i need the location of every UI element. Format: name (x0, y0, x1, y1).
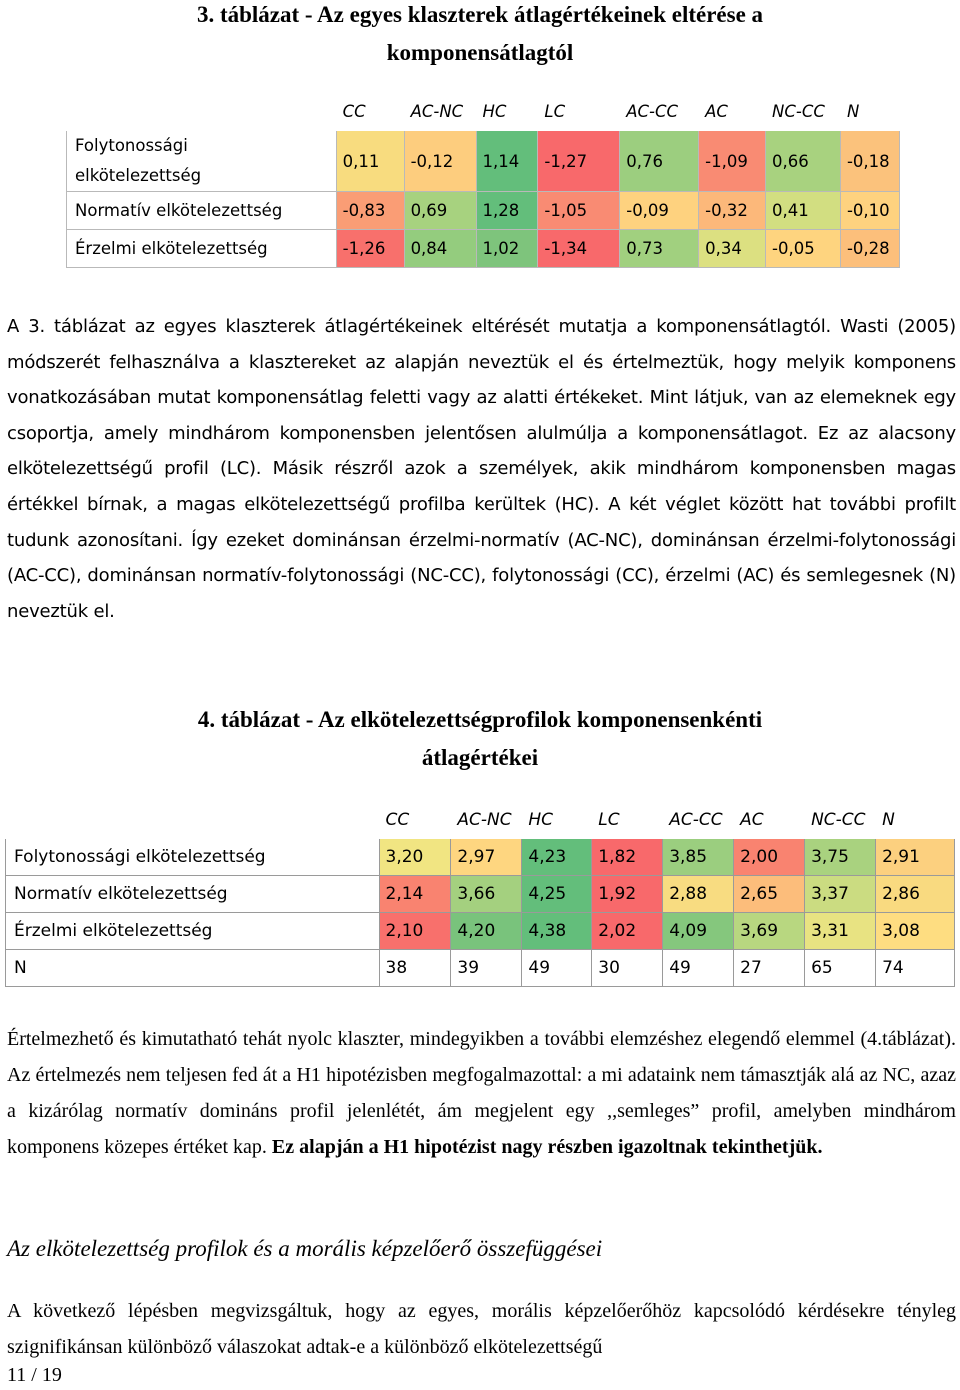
table4-row-label: Érzelmi elkötelezettség (6, 913, 380, 950)
table3-cell: 0,66 (766, 131, 841, 192)
table4-col-header: AC-NC (451, 802, 522, 839)
table4-title-line1: 4. táblázat - Az elkötelezettségprofilok komponensenkénti (197, 707, 763, 732)
table3-row-label-line1: Folytonossági (75, 136, 188, 155)
table-row (67, 131, 900, 192)
table4-cell: 38 (379, 950, 451, 987)
table3-header-row (67, 92, 900, 131)
table4-cell: 2,91 (876, 839, 955, 876)
table4-col-header: AC-CC (663, 802, 734, 839)
table4-cell: 2,97 (451, 839, 522, 876)
table4-cell: 27 (734, 950, 805, 987)
table4-cell: 4,25 (522, 876, 592, 913)
table4-cell: 3,85 (663, 839, 734, 876)
table3-col-header: N (840, 92, 899, 131)
table3-cell: -0,10 (840, 192, 899, 230)
table3-cell: -0,09 (620, 192, 699, 230)
table4 (5, 801, 955, 987)
table4-cell: 39 (451, 950, 522, 987)
table4-cell: 3,08 (876, 913, 955, 950)
table4-cell: 4,09 (663, 913, 734, 950)
table3-col-header: CC (336, 92, 404, 131)
table3-cell: 0,69 (404, 192, 476, 230)
table4-cell: 49 (663, 950, 734, 987)
table4-cell: 3,69 (734, 913, 805, 950)
table4-cell: 2,10 (379, 913, 451, 950)
table3-col-header: AC (699, 92, 766, 131)
section-heading: Az elkötelezettség profilok és a morális képzelőerő összefüggései (7, 1236, 603, 1261)
table3-cell: 0,73 (620, 230, 699, 268)
table-row (6, 913, 955, 950)
table3-cell: 1,14 (476, 131, 538, 192)
table4-row-label: Folytonossági elkötelezettség (6, 839, 380, 876)
paragraph-summary (7, 1021, 956, 1165)
table4-cell: 49 (522, 950, 592, 987)
table4-col-header: HC (522, 802, 592, 839)
table4-cell: 4,23 (522, 839, 592, 876)
table3-cell: -0,18 (840, 131, 899, 192)
table3-title-line1: 3. táblázat - Az egyes klaszterek átlagértékeinek eltérése a (196, 2, 764, 27)
table3-cell: -1,05 (538, 192, 620, 230)
table4-col-header: CC (379, 802, 451, 839)
table3-cell: 0,76 (620, 131, 699, 192)
table4-cell: 3,66 (451, 876, 522, 913)
table4-cell: 3,31 (805, 913, 876, 950)
table3-row-label-line2: elkötelezettség (75, 166, 202, 185)
table4-cell: 3,75 (805, 839, 876, 876)
table3-cell: -1,27 (538, 131, 620, 192)
paragraph-cluster-interpretation: A 3. táblázat az egyes klaszterek átlagértékeinek eltérését mutatja a komponensátlagtól. Wasti (2005) módszerét felhasználva a klasztereket az alapján neveztük el és értelmeztük, hogy melyik komponens vonatkozásában mutat komponensátlag feletti vagy az alatti értékeket. Mint látjuk, van az elemeknek egy csoportja, amely mindhárom komponensben jelentősen alulmúlja a komponensátlagot. Ez az alacsony elkötelezettségű profil (LC). Másik részről azok a személyek, akik mindhárom komponensben magas értékkel bírnak, a magas elkötelezettségű profilba kerültek (HC). A két véglet között hat további profilt tudunk azonosítani. Így ezeket dominánsan érzelmi-normatív (AC-NC), dominánsan érzelmi-folytonossági (AC-CC), dominánsan normatív-folytonossági (NC-CC), folytonossági (CC), érzelmi (AC) és semlegesnek (N) neveztük el. (7, 316, 956, 622)
table4-cell: 4,38 (522, 913, 592, 950)
table4-cell: 1,82 (592, 839, 663, 876)
table3-cell: -0,12 (404, 131, 476, 192)
table4-col-header: N (876, 802, 955, 839)
table-row (67, 230, 900, 268)
table4-cell: 1,92 (592, 876, 663, 913)
table3-row-label: Normatív elkötelezettség (67, 192, 337, 230)
table3-cell: -0,05 (766, 230, 841, 268)
table3-col-header: NC-CC (766, 92, 841, 131)
table4-header-row (6, 802, 955, 839)
table4-cell: 2,02 (592, 913, 663, 950)
table3-corner-cell (67, 92, 337, 131)
table3-cell: -1,26 (336, 230, 404, 268)
table3-cell: 1,28 (476, 192, 538, 230)
table3-title (0, 0, 960, 72)
table3-cell: 1,02 (476, 230, 538, 268)
table4-col-header: NC-CC (805, 802, 876, 839)
table3-col-header: HC (476, 92, 538, 131)
table3-title-line2: komponensátlagtól (386, 40, 574, 65)
table-row (6, 876, 955, 913)
table4-cell: 4,20 (451, 913, 522, 950)
page-number: 11 / 19 (7, 1364, 62, 1386)
table4-cell: 30 (592, 950, 663, 987)
table4-title-line2: átlagértékei (421, 745, 539, 770)
table3-col-header: AC-NC (404, 92, 476, 131)
table-row (67, 192, 900, 230)
table4-cell: 65 (805, 950, 876, 987)
table4-cell: 2,00 (734, 839, 805, 876)
table3-cell: -0,32 (699, 192, 766, 230)
paragraph-next-step: A következő lépésben megvizsgáltuk, hogy az egyes, morális képzelőerőhöz kapcsolódó kérdésekre tényleg szignifikánsan különböző válaszokat adtak-e a különböző elkötelezettségű (7, 1300, 956, 1358)
table3-cell: 0,41 (766, 192, 841, 230)
table3-cell: -1,34 (538, 230, 620, 268)
table3-cell: 0,84 (404, 230, 476, 268)
table4-col-header: AC (734, 802, 805, 839)
table3 (66, 91, 900, 268)
table3-row-label (67, 131, 337, 192)
table3-cell: -1,09 (699, 131, 766, 192)
table4-cell: 2,86 (876, 876, 955, 913)
table3-cell: -0,83 (336, 192, 404, 230)
table-row (6, 839, 955, 876)
table3-col-header: AC-CC (620, 92, 699, 131)
table4-cell: 2,14 (379, 876, 451, 913)
table4-row-label: N (6, 950, 380, 987)
table4-col-header: LC (592, 802, 663, 839)
table3-col-header: LC (538, 92, 620, 131)
table4-cell: 3,37 (805, 876, 876, 913)
table4-title (0, 701, 960, 777)
table4-cell: 2,88 (663, 876, 734, 913)
table3-row-label: Érzelmi elkötelezettség (67, 230, 337, 268)
table3-cell: -0,28 (840, 230, 899, 268)
paragraph-summary-bold: Ez alapján a H1 hipotézist nagy részben igazoltnak tekinthetjük. (271, 1136, 823, 1158)
table4-corner-cell (6, 802, 380, 839)
table4-cell: 74 (876, 950, 955, 987)
paragraph-summary-text: Értelmezhető és kimutatható tehát nyolc klaszter, mindegyikben a további elemzéshez elegendő elemmel (4.táblázat). Az értelmezés nem teljesen fed át a H1 hipotézisben megfogalmazottal: a mi adataink nem támasztják alá az NC, azaz a kizárólag normatív domináns profil jelenlétét, ám megjelent egy ,,semleges” profil, amelyben mindhárom komponens közepes értéket kap. (7, 1028, 956, 1158)
table3-cell: 0,11 (336, 131, 404, 192)
table4-row-label: Normatív elkötelezettség (6, 876, 380, 913)
table-row (6, 950, 955, 987)
table4-cell: 3,20 (379, 839, 451, 876)
table4-cell: 2,65 (734, 876, 805, 913)
table3-cell: 0,34 (699, 230, 766, 268)
